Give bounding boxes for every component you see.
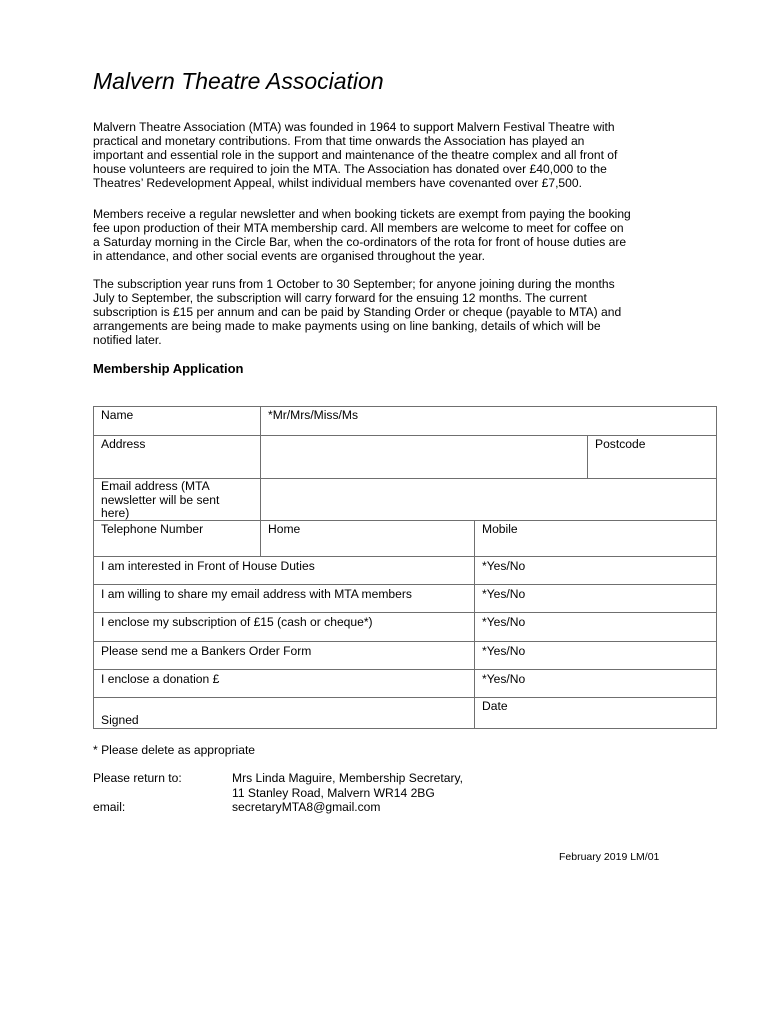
bankers-order-answer[interactable] xyxy=(474,641,717,670)
text-line: July to September, the subscription will carry forward for the ensuing 12 months. The current xyxy=(93,291,587,305)
front-of-house-question xyxy=(93,556,475,585)
text-line: in attendance, and other social events are organised throughout the year. xyxy=(93,249,485,263)
telephone-label: Telephone Number xyxy=(101,522,204,536)
share-email-answer[interactable] xyxy=(474,584,717,613)
postcode-label: Postcode xyxy=(595,437,646,451)
membership-form xyxy=(93,406,717,729)
document-reference: February 2019 LM/01 xyxy=(559,851,660,863)
return-address-line: 11 Stanley Road, Malvern WR14 2BG xyxy=(232,786,435,800)
date-label: Date xyxy=(482,699,508,713)
yes-no-option: *Yes/No xyxy=(482,644,526,658)
yes-no-option: *Yes/No xyxy=(482,672,526,686)
intro-paragraph xyxy=(93,120,678,190)
question-text: I am interested in Front of House Duties xyxy=(101,559,315,573)
subscription-question xyxy=(93,612,475,642)
name-label: Name xyxy=(101,408,134,422)
home-label: Home xyxy=(268,522,301,536)
email-label-cell xyxy=(93,478,261,521)
question-text: I enclose my subscription of £15 (cash or cheque*) xyxy=(101,615,373,629)
return-address-line: Mrs Linda Maguire, Membership Secretary, xyxy=(232,771,463,785)
text-line: Theatres’ Redevelopment Appeal, whilst individual members have covenanted over £7,500. xyxy=(93,176,582,190)
text-line: notified later. xyxy=(93,333,162,347)
signature-field[interactable] xyxy=(93,697,475,729)
address-field[interactable] xyxy=(260,435,588,479)
return-label: Please return to: xyxy=(93,771,182,785)
benefits-paragraph xyxy=(93,207,678,263)
yes-no-option: *Yes/No xyxy=(482,587,526,601)
question-text: Please send me a Bankers Order Form xyxy=(101,644,312,658)
membership-heading: Membership Application xyxy=(93,361,244,376)
email-label-line: newsletter will be sent xyxy=(101,492,220,507)
name-field[interactable] xyxy=(260,406,717,436)
text-line: subscription is £15 per annum and can be paid by Standing Order or cheque (payable to MTA) and xyxy=(93,305,622,319)
email-field[interactable] xyxy=(260,478,717,521)
address-label-cell xyxy=(93,435,261,479)
contact-email[interactable]: secretaryMTA8@gmail.com xyxy=(232,800,381,814)
front-of-house-answer[interactable] xyxy=(474,556,717,585)
email-label-line: here) xyxy=(101,506,130,520)
text-line: a Saturday morning in the Circle Bar, when the co-ordinators of the rota for front of house duties are xyxy=(93,235,627,249)
text-line: house volunteers are required to join the MTA. The Association has donated over £40,000 to the xyxy=(93,162,607,176)
postcode-field[interactable] xyxy=(587,435,717,479)
text-line: arrangements are being made to make payments using on line banking, details of which will be xyxy=(93,319,601,333)
text-line: Members receive a regular newsletter and when booking tickets are exempt from paying the booking xyxy=(93,207,631,221)
question-text: I enclose a donation £ xyxy=(101,672,220,686)
donation-question[interactable] xyxy=(93,669,475,698)
text-line: Malvern Theatre Association (MTA) was founded in 1964 to support Malvern Festival Theatre with xyxy=(93,120,615,134)
mobile-label: Mobile xyxy=(482,522,518,536)
text-line: The subscription year runs from 1 October to 30 September; for anyone joining during the months xyxy=(93,277,615,291)
name-prefix: *Mr/Mrs/Miss/Ms xyxy=(268,408,359,422)
donation-answer[interactable] xyxy=(474,669,717,698)
mobile-phone-field[interactable] xyxy=(474,520,717,557)
share-email-question xyxy=(93,584,475,613)
address-label: Address xyxy=(101,437,146,451)
email-label: email: xyxy=(93,800,126,814)
signed-label: Signed xyxy=(101,713,139,727)
home-phone-field[interactable] xyxy=(260,520,475,557)
yes-no-option: *Yes/No xyxy=(482,559,526,573)
question-text: I am willing to share my email address with MTA members xyxy=(101,587,412,601)
delete-note: * Please delete as appropriate xyxy=(93,743,256,757)
name-label-cell xyxy=(93,406,261,436)
text-line: fee upon production of their MTA membership card. All members are welcome to meet for coffee on xyxy=(93,221,624,235)
yes-no-option: *Yes/No xyxy=(482,615,526,629)
page-title: Malvern Theatre Association xyxy=(93,68,384,94)
text-line: practical and monetary contributions. From that time onwards the Association has played an xyxy=(93,134,585,148)
bankers-order-question xyxy=(93,641,475,670)
subscription-paragraph xyxy=(93,277,678,347)
email-label-line: Email address (MTA xyxy=(101,479,210,493)
subscription-answer[interactable] xyxy=(474,612,717,642)
telephone-label-cell xyxy=(93,520,261,557)
text-line: important and essential role in the support and maintenance of the theatre complex and all front of xyxy=(93,148,618,162)
date-field[interactable] xyxy=(474,697,717,729)
